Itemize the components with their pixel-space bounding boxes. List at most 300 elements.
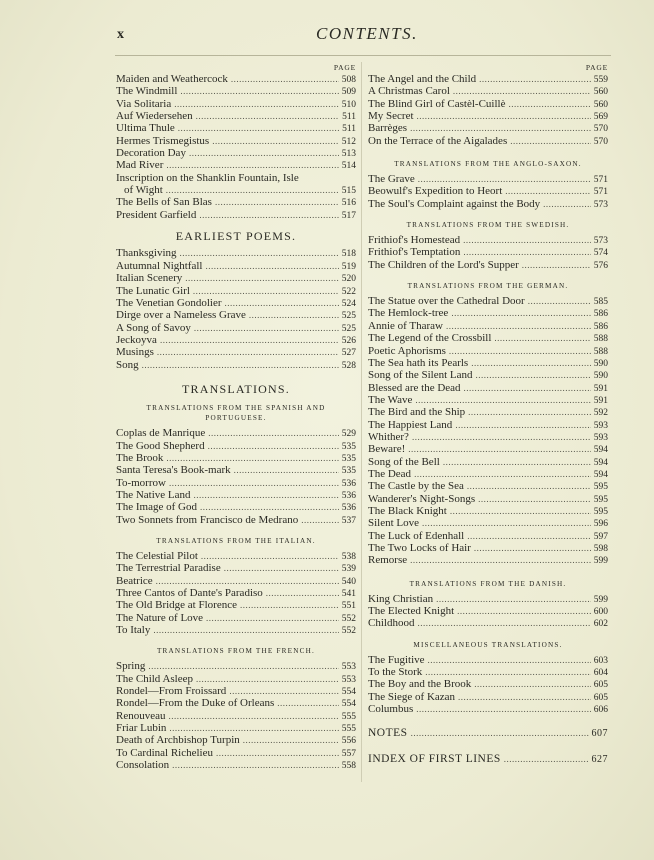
toc-entry-page: 592	[593, 408, 608, 419]
leader-dots	[458, 691, 591, 703]
toc-entry-title: Blessed are the Dead	[368, 381, 461, 394]
toc-entry-page: 598	[593, 544, 608, 554]
leader-dots	[240, 599, 339, 611]
toc-entry-page: 599	[593, 556, 608, 567]
toc-entry-title: Whither?	[368, 430, 409, 443]
toc-entry-page: 605	[593, 692, 608, 703]
toc-entry-page: 526	[341, 335, 356, 346]
leader-dots	[153, 624, 338, 636]
toc-entry	[116, 147, 356, 159]
toc-entry-title: Childhood	[368, 617, 415, 630]
toc-entry-title: The Two Locks of Hair	[368, 542, 471, 554]
leader-dots	[463, 234, 591, 246]
leader-dots	[494, 332, 590, 344]
toc-entry-page: 511	[342, 124, 356, 135]
toc-entry-page: 536	[341, 478, 356, 489]
toc-entry-page: 525	[341, 311, 356, 322]
leader-dots	[168, 710, 338, 722]
toc-entry-title: The Dead	[368, 467, 412, 480]
toc-entry-title: The Castle by the Sea	[368, 480, 464, 493]
toc-list	[116, 427, 356, 526]
toc-entry-title: The Bells of San Blas	[116, 196, 212, 209]
toc-entry	[368, 493, 608, 505]
toc-entry-title: Friar Lubin	[116, 722, 167, 735]
toc-entry-page: 588	[593, 334, 608, 345]
toc-entry-page: 538	[341, 552, 356, 562]
toc-entry-page: 553	[341, 662, 356, 673]
toc-entry	[368, 357, 608, 369]
toc-entry-title: The Children of the Lord's Supper	[368, 258, 519, 271]
toc-entry	[116, 660, 356, 672]
toc-entry	[116, 489, 356, 501]
toc-entry	[116, 710, 356, 722]
leader-dots	[189, 147, 339, 159]
toc-entry	[368, 85, 608, 97]
leader-dots	[148, 660, 338, 672]
leader-dots	[467, 530, 591, 542]
subsection-heading: TRANSLATIONS FROM THE GERMAN.	[407, 282, 569, 291]
toc-entry-page: 535	[341, 441, 356, 452]
toc-entry-page: 513	[341, 149, 356, 160]
toc-entry	[116, 759, 356, 771]
leader-dots	[208, 440, 339, 452]
toc-list	[116, 550, 356, 636]
toc-entry-page: 516	[341, 198, 356, 209]
leader-dots	[266, 587, 339, 599]
toc-entry	[116, 722, 356, 734]
toc-entry-title: Jeckoyva	[116, 333, 157, 346]
toc-entry-page: 559	[593, 75, 608, 85]
leader-dots	[468, 406, 591, 418]
toc-entry-title: My Secret	[368, 110, 414, 123]
toc-entry-title: Silent Love	[368, 517, 420, 530]
right-column	[368, 62, 608, 769]
toc-entry-page: 510	[341, 99, 356, 110]
toc-entry-title: Annie of Tharaw	[368, 319, 443, 332]
toc-entry	[368, 542, 608, 554]
toc-entry-title: The Windmill	[116, 85, 178, 98]
toc-entry	[116, 73, 356, 85]
toc-entry	[116, 562, 356, 574]
leader-dots	[277, 697, 339, 709]
subsection-heading: TRANSLATIONS FROM THE SWEDISH.	[406, 221, 570, 230]
leader-dots	[156, 575, 339, 587]
toc-entry-page: 586	[593, 321, 608, 332]
toc-entry	[116, 297, 356, 309]
toc-entry-title: The Sea hath its Pearls	[368, 356, 469, 369]
toc-entry-title: To Cardinal Richelieu	[116, 746, 213, 759]
toc-entry-page: 573	[593, 236, 608, 247]
toc-entry-page: 555	[341, 724, 356, 735]
toc-entry-title: Columbus	[368, 703, 414, 716]
toc-entry-page: 591	[593, 383, 608, 394]
toc-entry-page: 606	[593, 705, 608, 716]
toc-entry-title: Two Sonnets from Francisco de Medrano	[116, 513, 299, 526]
leader-dots	[476, 369, 591, 381]
toc-entry-title: President Garfield	[116, 208, 197, 221]
toc-entry-page: 602	[593, 619, 608, 630]
leader-dots	[215, 196, 339, 208]
toc-entry-title: INDEX OF FIRST LINES	[368, 753, 501, 766]
toc-entry-page: 597	[593, 531, 608, 542]
leader-dots	[528, 295, 591, 307]
toc-entry	[368, 654, 608, 666]
page-label: PAGE	[585, 63, 608, 72]
toc-entry-title: The Venetian Gondolier	[116, 296, 222, 309]
toc-entry-title: The Elected Knight	[368, 605, 455, 618]
toc-entry-page: 603	[593, 655, 608, 666]
toc-entry-title: King Christian	[368, 592, 434, 605]
toc-entry-title: A Christmas Carol	[368, 85, 450, 98]
leader-dots	[169, 477, 339, 489]
toc-entry-title: Auf Wiedersehen	[116, 110, 193, 123]
toc-entry	[368, 431, 608, 443]
toc-entry-title: The Black Knight	[368, 504, 447, 517]
left-column	[116, 62, 356, 772]
toc-entry	[116, 122, 356, 134]
toc-entry-page: 596	[593, 519, 608, 530]
toc-entry	[116, 110, 356, 122]
toc-entry-title: The Happiest Land	[368, 418, 453, 431]
leader-dots	[457, 605, 591, 617]
toc-entry-page: 529	[341, 429, 356, 440]
toc-entry-title: Poetic Aphorisms	[368, 344, 446, 357]
leader-dots	[234, 464, 339, 476]
toc-entry-title: Spring	[116, 660, 146, 673]
leader-dots	[414, 468, 591, 480]
leader-dots	[216, 747, 339, 759]
toc-entry	[116, 359, 356, 371]
toc-entry-title: Frithiof's Homestead	[368, 234, 461, 247]
toc-entry-title: Rondel—From Froissard	[116, 685, 227, 698]
toc-entry-title: Dirge over a Nameless Grave	[116, 309, 246, 322]
toc-entry-page: 573	[593, 199, 608, 210]
toc-entry	[368, 530, 608, 542]
toc-entry-title: Maiden and Weathercock	[116, 73, 228, 85]
toc-entry	[368, 419, 608, 431]
toc-entry-page: 515	[341, 186, 356, 197]
toc-entry	[368, 307, 608, 319]
leader-dots	[160, 334, 339, 346]
toc-entry-page: 595	[593, 482, 608, 493]
toc-entry-title: Santa Teresa's Book-mark	[116, 464, 231, 477]
leader-dots	[417, 617, 590, 629]
toc-entry-page: 594	[593, 469, 608, 480]
toc-entry-title: The Hemlock-tree	[368, 307, 449, 320]
toc-entry	[116, 685, 356, 697]
toc-entry-page: 528	[341, 360, 356, 371]
toc-entry	[368, 554, 608, 566]
toc-entry-title: Via Solitaria	[116, 97, 172, 110]
toc-entry-title: The Grave	[368, 173, 415, 186]
toc-entry-title: Beowulf's Expedition to Heort	[368, 185, 503, 198]
toc-entry	[116, 624, 356, 636]
toc-list	[368, 173, 608, 210]
leader-dots	[224, 562, 339, 574]
toc-entry	[368, 678, 608, 690]
toc-entry	[368, 666, 608, 678]
toc-entry-page: 595	[593, 506, 608, 517]
toc-entry-title: The Nature of Love	[116, 611, 204, 624]
toc-list	[368, 295, 608, 567]
toc-list	[368, 73, 608, 147]
toc-entry-page: 511	[342, 112, 356, 123]
toc-entry-page: 560	[593, 99, 608, 110]
toc-entry-title: The Luck of Edenhall	[368, 529, 465, 542]
toc-entry-title: Hermes Trismegistus	[116, 134, 210, 147]
leader-dots	[174, 98, 339, 110]
toc-entry-title: The Statue over the Cathedral Door	[368, 295, 525, 308]
toc-entry	[116, 346, 356, 358]
toc-entry-title: The Celestial Pilot	[116, 550, 198, 562]
toc-entry	[368, 605, 608, 617]
toc-entry	[368, 480, 608, 492]
toc-entry-title: The Siege of Kazan	[368, 690, 456, 703]
leader-dots	[229, 685, 338, 697]
toc-entry-title: A Song of Savoy	[116, 321, 191, 334]
leader-dots	[464, 382, 591, 394]
toc-entry-page: 590	[593, 358, 608, 369]
leader-dots	[142, 359, 339, 371]
toc-entry-title: Italian Scenery	[116, 272, 183, 285]
toc-entry-title: The Good Shepherd	[116, 439, 205, 452]
toc-entry-title: The Wave	[368, 393, 413, 406]
toc-entry	[116, 673, 356, 685]
leader-dots	[166, 184, 339, 196]
toc-entry	[116, 85, 356, 97]
toc-entry	[116, 184, 356, 196]
toc-entry-page: 519	[341, 261, 356, 272]
leader-dots	[474, 542, 591, 554]
leader-dots	[157, 346, 339, 358]
leader-dots	[166, 159, 338, 171]
toc-entry-title: Renouveau	[116, 709, 166, 722]
toc-entry-page: 607	[591, 728, 608, 740]
leader-dots	[449, 345, 591, 357]
toc-entry-page: 522	[341, 286, 356, 297]
toc-entry	[116, 135, 356, 147]
toc-entry-title: Rondel—From the Duke of Orleans	[116, 697, 275, 710]
leader-dots	[504, 753, 589, 765]
toc-entry-page: 540	[341, 576, 356, 587]
toc-entry	[368, 122, 608, 134]
toc-entry-page: 556	[341, 736, 356, 747]
leader-dots	[455, 419, 590, 431]
toc-entry-page: 590	[593, 371, 608, 382]
toc-entry-page: 539	[341, 564, 356, 575]
toc-entry	[116, 501, 356, 513]
toc-entry-title: The Blind Girl of Castèl-Cuillè	[368, 97, 506, 110]
toc-entry-title: Beware!	[368, 443, 406, 456]
toc-entry	[116, 612, 356, 624]
leader-dots	[301, 514, 339, 526]
toc-entry	[368, 369, 608, 381]
toc-entry-page: 569	[593, 112, 608, 123]
toc-entry-title: of Wight	[124, 184, 163, 197]
toc-entry-title: The Old Bridge at Florence	[116, 599, 237, 612]
toc-entry-page: 586	[593, 309, 608, 320]
toc-entry-title: The Child Asleep	[116, 672, 193, 685]
toc-entry	[368, 73, 608, 85]
toc-entry-page: 527	[341, 348, 356, 359]
toc-list	[116, 247, 356, 370]
leader-dots	[474, 678, 590, 690]
leader-dots	[478, 493, 591, 505]
subsection-heading: TRANSLATIONS FROM THE SPANISH AND	[146, 404, 326, 413]
leader-dots	[451, 307, 590, 319]
toc-entry-title: Autumnal Nightfall	[116, 259, 203, 272]
toc-entry-title: The Fugitive	[368, 653, 425, 666]
toc-entry	[116, 747, 356, 759]
toc-entry-page: 524	[341, 298, 356, 309]
toc-entry	[368, 246, 608, 258]
toc-entry-title: Thanksgiving	[116, 247, 177, 260]
toc-entry	[116, 440, 356, 452]
leader-dots	[199, 209, 338, 221]
leader-dots	[200, 501, 339, 513]
leader-dots	[522, 259, 591, 271]
subsection-heading: TRANSLATIONS FROM THE ANGLO-SAXON.	[394, 160, 582, 169]
toc-entry-page: 571	[593, 187, 608, 198]
toc-entry-page: 560	[593, 87, 608, 98]
toc-entry-title: On the Terrace of the Aigalades	[368, 134, 508, 147]
toc-entry-page: 518	[341, 249, 356, 260]
leader-dots	[205, 260, 338, 272]
toc-entry	[116, 159, 356, 171]
toc-entry	[116, 464, 356, 476]
toc-entry-page: 557	[341, 748, 356, 759]
toc-entry-page: 520	[341, 274, 356, 285]
toc-entry-page: 509	[341, 87, 356, 98]
leader-dots	[443, 456, 591, 468]
leader-dots	[206, 612, 339, 624]
toc-entry	[116, 514, 356, 526]
toc-entry-title: To Italy	[116, 624, 151, 637]
toc-entry-page: 514	[341, 161, 356, 172]
column-divider	[361, 62, 362, 782]
toc-entry	[116, 334, 356, 346]
leader-dots	[471, 357, 591, 369]
leader-dots	[185, 272, 338, 284]
toc-entry-title: Coplas de Manrique	[116, 427, 206, 440]
subsection-heading: PORTUGUESE.	[205, 414, 267, 423]
toc-entry-page: 574	[593, 248, 608, 259]
leader-dots	[193, 285, 339, 297]
toc-entry-page: 537	[341, 515, 356, 526]
toc-entry-page: 570	[593, 136, 608, 147]
toc-entry-page: 535	[341, 453, 356, 464]
leader-dots	[467, 480, 591, 492]
toc-entry-page: 576	[593, 260, 608, 271]
toc-entry	[116, 477, 356, 489]
leader-dots	[416, 703, 591, 715]
toc-entry	[116, 322, 356, 334]
toc-entry-title: Beatrice	[116, 574, 153, 587]
toc-entry-title: The Boy and the Brook	[368, 678, 472, 691]
toc-entry-page: 594	[593, 457, 608, 468]
toc-entry-title: The Brook	[116, 451, 164, 464]
leader-dots	[510, 135, 591, 147]
toc-entry-page: 555	[341, 711, 356, 722]
leader-dots	[201, 550, 339, 562]
subsection-heading: TRANSLATIONS FROM THE DANISH.	[409, 579, 567, 588]
leader-dots	[453, 85, 591, 97]
toc-entry-page: 571	[593, 175, 608, 186]
toc-entry-title: Song of the Silent Land	[368, 369, 473, 382]
toc-entry	[368, 110, 608, 122]
toc-entry-title: The Image of God	[116, 501, 197, 514]
toc-entry-page: 593	[593, 420, 608, 431]
toc-entry	[368, 394, 608, 406]
leader-dots	[463, 246, 590, 258]
leader-dots	[411, 727, 589, 739]
leader-dots	[166, 452, 338, 464]
toc-list	[368, 654, 608, 716]
toc-entry-page: 604	[593, 668, 608, 679]
leader-dots	[231, 73, 339, 85]
toc-entry-page: 585	[593, 297, 608, 308]
toc-entry-page: 558	[341, 761, 356, 772]
toc-entry-page: 627	[591, 754, 608, 766]
toc-entry-title: Decoration Day	[116, 147, 186, 160]
leader-dots	[418, 173, 591, 185]
toc-entry-page: 594	[593, 445, 608, 456]
leader-dots	[417, 110, 591, 122]
toc-entry-page: 595	[593, 494, 608, 505]
leader-dots	[436, 593, 591, 605]
toc-entry-page: 599	[593, 594, 608, 605]
toc-entry	[368, 234, 608, 246]
toc-entry-title: Three Cantos of Dante's Paradiso	[116, 587, 263, 600]
toc-entry-title: The Legend of the Crossbill	[368, 332, 492, 345]
leader-dots	[412, 431, 591, 443]
toc-entry	[368, 185, 608, 197]
toc-entry-title: To the Stork	[368, 666, 423, 679]
leader-dots	[194, 489, 339, 501]
leader-dots	[408, 443, 590, 455]
toc-entry	[116, 196, 356, 208]
toc-entry-title: The Angel and the Child	[368, 73, 477, 85]
toc-entry	[116, 260, 356, 272]
leader-dots	[410, 554, 591, 566]
toc-entry	[368, 406, 608, 418]
toc-entry-page: 508	[341, 75, 356, 85]
toc-entry	[368, 135, 608, 147]
toc-entry	[116, 452, 356, 464]
toc-entry	[116, 587, 356, 599]
toc-entry	[368, 320, 608, 332]
toc-entry-title: Death of Archbishop Turpin	[116, 734, 240, 747]
leader-dots	[243, 734, 339, 746]
toc-entry	[368, 345, 608, 357]
toc-entry-title: The Native Land	[116, 488, 191, 501]
toc-entry	[368, 198, 608, 210]
toc-entry	[368, 332, 608, 344]
toc-entry-page: 593	[593, 432, 608, 443]
toc-entry-page: 591	[593, 395, 608, 406]
leader-dots	[196, 673, 339, 685]
toc-entry-page: 552	[341, 613, 356, 624]
toc-entry	[116, 550, 356, 562]
toc-entry-title: Wanderer's Night-Songs	[368, 492, 476, 505]
page-title: CONTENTS.	[316, 24, 418, 43]
toc-entry-title: NOTES	[368, 727, 408, 740]
toc-list	[116, 196, 356, 221]
subsection-heading: MISCELLANEOUS TRANSLATIONS.	[413, 640, 563, 649]
leader-dots	[446, 320, 591, 332]
leader-dots	[180, 247, 339, 259]
leader-dots	[172, 759, 339, 771]
